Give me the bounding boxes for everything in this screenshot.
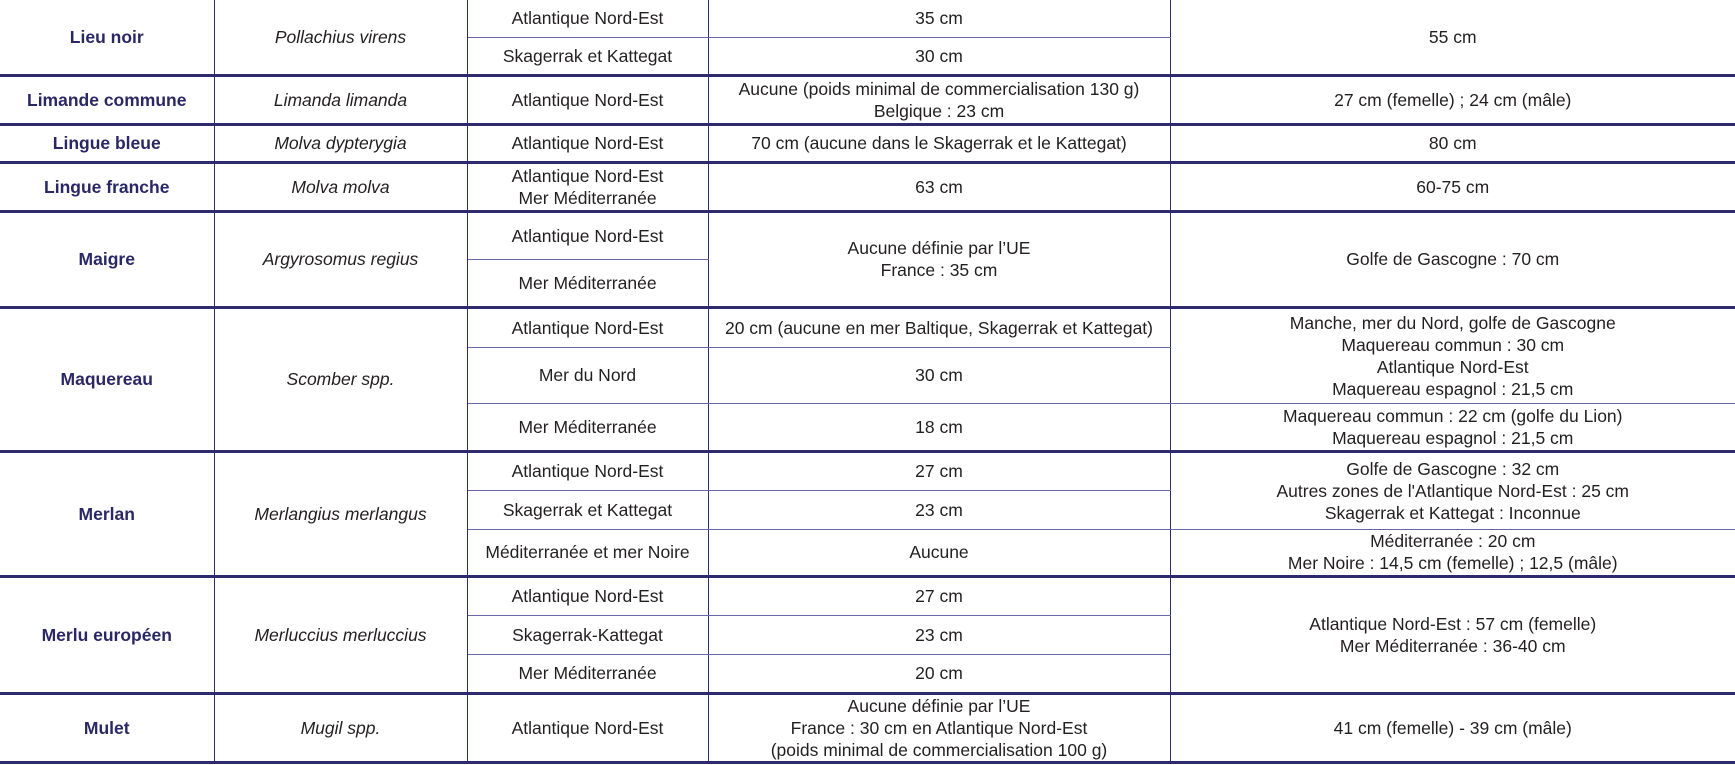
zone: Skagerrak et Kattegat xyxy=(467,490,708,529)
maturity-size: 41 cm (femelle) - 39 cm (mâle) xyxy=(1170,693,1735,762)
table-row xyxy=(0,211,1735,259)
zone: Atlantique Nord-Est xyxy=(467,211,708,259)
zone: Atlantique Nord-Est xyxy=(467,576,708,615)
zone: Mer du Nord xyxy=(467,347,708,403)
table-row xyxy=(0,576,1735,615)
common-name: Maquereau xyxy=(0,307,214,451)
minimum-size: 35 cm xyxy=(708,0,1170,37)
table-row xyxy=(0,0,1735,37)
minimum-size: Aucune définie par l’UE France : 35 cm xyxy=(708,211,1170,307)
maturity-size: Méditerranée : 20 cm Mer Noire : 14,5 cm (femelle) ; 12,5 (mâle) xyxy=(1170,529,1735,576)
minimum-size: 18 cm xyxy=(708,403,1170,451)
minimum-size: Aucune xyxy=(708,529,1170,576)
maturity-size: 60-75 cm xyxy=(1170,162,1735,211)
common-name: Limande commune xyxy=(0,75,214,124)
common-name: Merlu européen xyxy=(0,576,214,693)
minimum-size: 23 cm xyxy=(708,615,1170,654)
maturity-size: 27 cm (femelle) ; 24 cm (mâle) xyxy=(1170,75,1735,124)
common-name: Mulet xyxy=(0,693,214,762)
zone: Skagerrak et Kattegat xyxy=(467,37,708,75)
scientific-name: Molva dypterygia xyxy=(214,124,467,162)
zone: Atlantique Nord-Est xyxy=(467,124,708,162)
zone: Mer Méditerranée xyxy=(467,259,708,307)
scientific-name: Merluccius merluccius xyxy=(214,576,467,693)
minimum-size: 30 cm xyxy=(708,347,1170,403)
minimum-size: 20 cm (aucune en mer Baltique, Skagerrak et Kattegat) xyxy=(708,307,1170,347)
minimum-size: Aucune définie par l’UE France : 30 cm en Atlantique Nord-Est (poids minimal de commercialisation 100 g) xyxy=(708,693,1170,762)
minimum-size: Aucune (poids minimal de commercialisation 130 g) Belgique : 23 cm xyxy=(708,75,1170,124)
maturity-size: Atlantique Nord-Est : 57 cm (femelle) Mer Méditerranée : 36-40 cm xyxy=(1170,576,1735,693)
zone: Atlantique Nord-Est xyxy=(467,75,708,124)
zone: Atlantique Nord-Est xyxy=(467,307,708,347)
common-name: Lingue franche xyxy=(0,162,214,211)
maturity-size: Maquereau commun : 22 cm (golfe du Lion) Maquereau espagnol : 21,5 cm xyxy=(1170,403,1735,451)
table-row xyxy=(0,307,1735,347)
zone: Atlantique Nord-Est xyxy=(467,451,708,490)
common-name: Maigre xyxy=(0,211,214,307)
maturity-size: 80 cm xyxy=(1170,124,1735,162)
maturity-size: Golfe de Gascogne : 70 cm xyxy=(1170,211,1735,307)
maturity-size: Manche, mer du Nord, golfe de Gascogne Maquereau commun : 30 cm Atlantique Nord-Est Maquereau espagnol : 21,5 cm xyxy=(1170,307,1735,403)
minimum-size: 70 cm (aucune dans le Skagerrak et le Kattegat) xyxy=(708,124,1170,162)
scientific-name: Argyrosomus regius xyxy=(214,211,467,307)
minimum-size: 27 cm xyxy=(708,451,1170,490)
common-name: Lingue bleue xyxy=(0,124,214,162)
table-row xyxy=(0,75,1735,124)
maturity-size: 55 cm xyxy=(1170,0,1735,75)
minimum-size: 23 cm xyxy=(708,490,1170,529)
scientific-name: Limanda limanda xyxy=(214,75,467,124)
table-row xyxy=(0,693,1735,762)
zone: Skagerrak-Kattegat xyxy=(467,615,708,654)
scientific-name: Merlangius merlangus xyxy=(214,451,467,576)
minimum-size: 20 cm xyxy=(708,654,1170,693)
minimum-size: 27 cm xyxy=(708,576,1170,615)
common-name: Lieu noir xyxy=(0,0,214,75)
scientific-name: Pollachius virens xyxy=(214,0,467,75)
scientific-name: Molva molva xyxy=(214,162,467,211)
table-row xyxy=(0,451,1735,490)
zone: Atlantique Nord-Est xyxy=(467,693,708,762)
zone: Atlantique Nord-Est Mer Méditerranée xyxy=(467,162,708,211)
zone: Mer Méditerranée xyxy=(467,654,708,693)
zone: Atlantique Nord-Est xyxy=(467,0,708,37)
zone: Mer Méditerranée xyxy=(467,403,708,451)
maturity-size: Golfe de Gascogne : 32 cm Autres zones de l'Atlantique Nord-Est : 25 cm Skagerrak et Kattegat : Inconnue xyxy=(1170,451,1735,529)
minimum-size: 30 cm xyxy=(708,37,1170,75)
table-row xyxy=(0,124,1735,162)
scientific-name: Mugil spp. xyxy=(214,693,467,762)
scientific-name: Scomber spp. xyxy=(214,307,467,451)
table-row xyxy=(0,162,1735,211)
common-name: Merlan xyxy=(0,451,214,576)
minimum-size: 63 cm xyxy=(708,162,1170,211)
zone: Méditerranée et mer Noire xyxy=(467,529,708,576)
